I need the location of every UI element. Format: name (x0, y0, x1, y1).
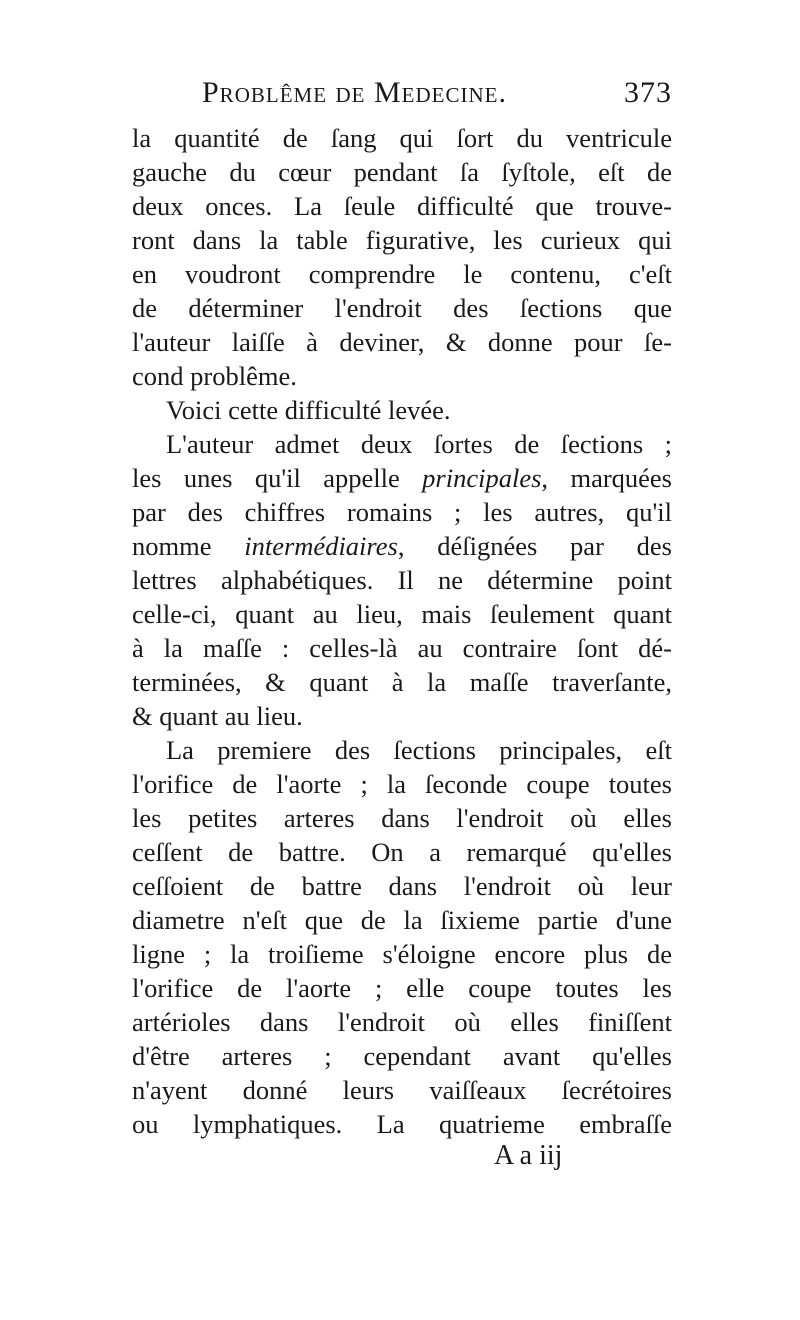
text-line: deux onces. La ſeule difficulté que trouve- (132, 191, 672, 221)
text-line: cond problême. (132, 361, 297, 391)
text-line: ceſſent de battre. On a remarqué qu'elles (132, 837, 672, 867)
text-line: ou lymphatiques. La quatrieme embraſſe (132, 1109, 672, 1139)
text-line: ceſſoient de battre dans l'endroit où leur (132, 871, 672, 901)
text-line (132, 460, 672, 496)
text-line: par des chiffres romains ; les autres, qu'il (132, 497, 672, 527)
text-line: Voici cette difficulté levée. (166, 395, 451, 425)
text-line: l'auteur laiſſe à deviner, & donne pour ſe- (132, 327, 672, 357)
text-line: & quant au lieu. (132, 701, 303, 731)
text-line: La premiere des ſections principales, eſt (166, 735, 672, 765)
text-line: gauche du cœur pendant ſa ſyſtole, eſt de (132, 157, 672, 187)
text-line: à la maſſe : celles-là au contraire ſont dé- (132, 633, 672, 663)
text-line: celle-ci, quant au lieu, mais ſeulement quant (132, 599, 672, 629)
italic-term-intermediaires: intermédiaires (244, 531, 398, 561)
text-line: en voudront comprendre le contenu, c'eſt (132, 259, 672, 289)
text-line: les petites arteres dans l'endroit où elles (132, 803, 672, 833)
text-line (132, 528, 672, 564)
text-fragment: nomme (132, 531, 245, 561)
text-line: lettres alphabétiques. Il ne détermine point (132, 565, 672, 595)
text-fragment: , déſignées par des (397, 531, 672, 561)
signature-mark: A a iij (494, 1140, 563, 1171)
text-line: l'orifice de l'aorte ; elle coupe toutes les (132, 973, 672, 1003)
text-line: de déterminer l'endroit des ſections que (132, 293, 672, 323)
text-line: terminées, & quant à la maſſe traverſante, (132, 667, 672, 697)
text-line: n'ayent donné leurs vaiſſeaux ſecrétoires (132, 1075, 672, 1105)
text-line: d'être arteres ; cependant avant qu'elles (132, 1041, 672, 1071)
text-fragment: , marquées (541, 463, 672, 493)
text-line: artérioles dans l'endroit où elles finiſſent (132, 1007, 672, 1037)
text-line: L'auteur admet deux ſortes de ſections ; (166, 429, 672, 459)
running-title: Problême de Medecine. (202, 76, 508, 109)
italic-term-principales: principales (422, 463, 542, 493)
text-line: l'orifice de l'aorte ; la ſeconde coupe toutes (132, 769, 672, 799)
page-number: 373 (624, 76, 672, 109)
text-line: ligne ; la troiſieme s'éloigne encore plus de (132, 939, 672, 969)
text-line: ront dans la table figurative, les curieux qui (132, 225, 672, 255)
text-line: diametre n'eſt que de la ſixieme partie d'une (132, 905, 672, 935)
text-fragment: les unes qu'il appelle (132, 463, 423, 493)
text-line: la quantité de ſang qui ſort du ventricule (132, 123, 672, 153)
